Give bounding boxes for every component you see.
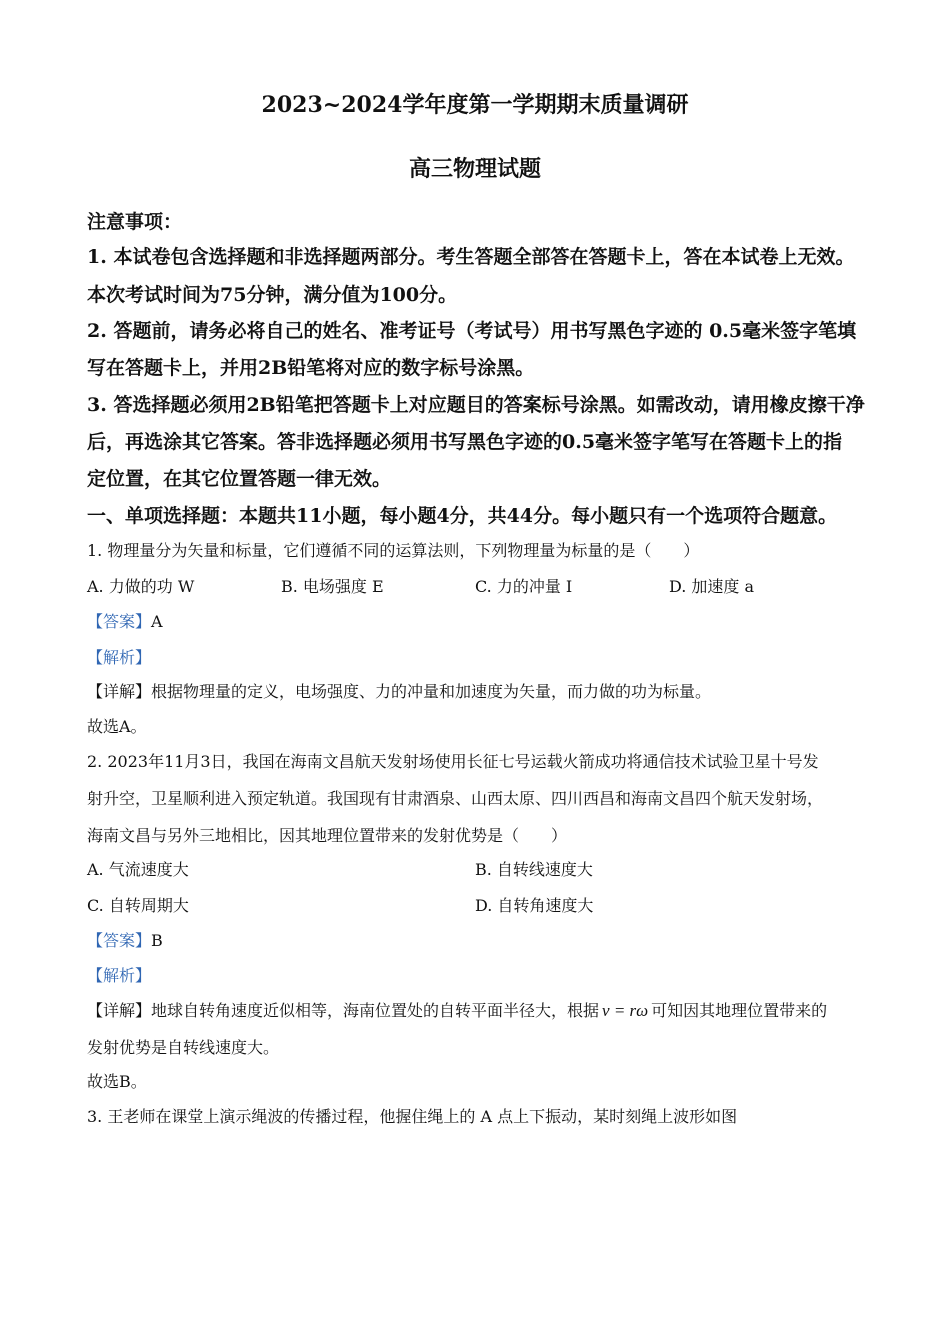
notice-line-3: 2. 答题前，请务必将自己的姓名、准考证号（考试号）用书写黑色字迹的 0.5毫米签字笔填 <box>87 320 857 342</box>
q1-stem: 1. 物理量分为矢量和标量，它们遵循不同的运算法则，下列物理量为标量的是（ ） <box>87 541 700 560</box>
q1-option-d: D. 加速度 a <box>669 577 755 596</box>
notice-line-2: 本次考试时间为75分钟，满分值为100分。 <box>87 284 458 306</box>
q2-option-b: B. 自转线速度大 <box>475 860 593 879</box>
page-title: 2023~2024学年度第一学期期末质量调研 <box>261 92 689 118</box>
q2-answer-value: B <box>151 931 163 950</box>
q2-stem-line-3: 海南文昌与另外三地相比，因其地理位置带来的发射优势是（ ） <box>87 826 568 845</box>
page-subtitle: 高三物理试题 <box>408 156 541 182</box>
q2-option-c: C. 自转周期大 <box>87 896 189 915</box>
section-heading: 一、单项选择题：本题共11小题，每小题4分，共44分。每小题只有一个选项符合题意。 <box>87 505 838 527</box>
q1-option-a: A. 力做的功 W <box>87 577 195 596</box>
notice-line-7: 定位置，在其它位置答题一律无效。 <box>87 468 392 490</box>
notice-line-1: 1. 本试卷包含选择题和非选择题两部分。考生答题全部答在答题卡上，答在本试卷上无效。 <box>87 246 855 268</box>
detail-tag: 【详解】 <box>87 682 152 701</box>
q1-conclusion: 故选A。 <box>87 717 147 736</box>
q2-option-d: D. 自转角速度大 <box>475 896 594 915</box>
q2-analysis-tag: 【解析】 <box>87 966 152 985</box>
notice-line-6: 后，再选涂其它答案。答非选择题必须用书写黑色字迹的0.5毫米签字笔写在答题卡上的指 <box>87 431 843 453</box>
detail-tag: 【详解】 <box>87 1001 152 1020</box>
q2-stem-line-2: 射升空，卫星顺利进入预定轨道。我国现有甘肃酒泉、山西太原、四川西昌和海南文昌四个航天发射场， <box>87 789 824 808</box>
q1-answer-value: A <box>151 612 163 631</box>
q2-detail-line-2: 发射优势是自转线速度大。 <box>87 1038 280 1057</box>
q2-detail-text-cont: 可知因其地理位置带来的 <box>651 1001 828 1020</box>
notice-line-4: 写在答题卡上，并用2B铅笔将对应的数字标号涂黑。 <box>87 357 535 379</box>
q1-analysis-tag: 【解析】 <box>87 648 152 667</box>
answer-tag: 【答案】 <box>87 612 152 631</box>
q2-answer-row <box>87 931 163 951</box>
q1-detail-row <box>87 682 711 702</box>
q1-detail-text: 根据物理量的定义，电场强度、力的冲量和加速度为矢量，而力做的功为标量。 <box>151 682 712 701</box>
q2-detail-row <box>87 1001 827 1021</box>
notice-line-5: 3. 答选择题必须用2B铅笔把答题卡上对应题目的答案标号涂黑。如需改动，请用橡皮擦干净 <box>87 394 865 416</box>
answer-tag: 【答案】 <box>87 931 152 950</box>
q3-stem: 3. 王老师在课堂上演示绳波的传播过程，他握住绳上的 A 点上下振动，某时刻绳上波形如图 <box>87 1107 738 1126</box>
q1-answer-row <box>87 612 163 632</box>
notice-heading: 注意事项： <box>87 211 183 233</box>
q1-option-c: C. 力的冲量 I <box>475 577 573 596</box>
q1-option-b: B. 电场强度 E <box>281 577 384 596</box>
q2-conclusion: 故选B。 <box>87 1072 147 1091</box>
q2-formula: v = rω <box>602 1001 649 1020</box>
q2-detail-text: 地球自转角速度近似相等，海南位置处的自转平面半径大，根据 <box>151 1001 600 1020</box>
q2-option-a: A. 气流速度大 <box>87 860 189 879</box>
q2-stem-line-1: 2. 2023年11月3日，我国在海南文昌航天发射场使用长征七号运载火箭成功将通信技术试验卫星十号发 <box>87 752 819 771</box>
